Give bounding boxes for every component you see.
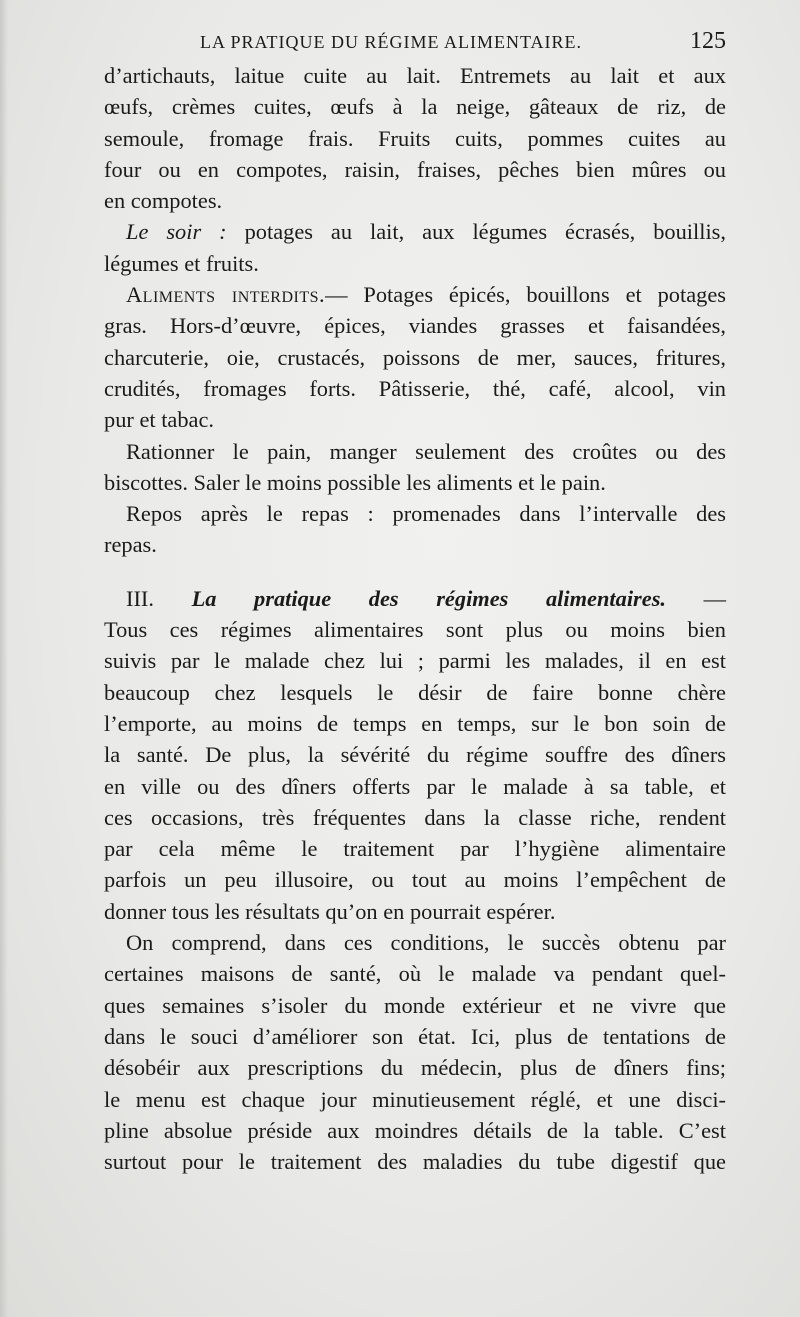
running-title: LA PRATIQUE DU RÉGIME ALIMENTAIRE. <box>200 32 583 52</box>
body-text <box>104 60 726 1177</box>
text-line: donner tous les résultats qu’on en pourrait espérer. <box>104 898 556 924</box>
text-line: désobéir aux prescriptions du médecin, plus de dîners fins; <box>104 1055 726 1081</box>
page-header <box>104 30 726 62</box>
text-line <box>104 279 726 310</box>
page-number: 125 <box>690 28 726 54</box>
text-line: l’emporte, au moins de temps en temps, sur le bon soin de <box>104 710 726 736</box>
section-dash: — <box>703 585 726 611</box>
text-line: œufs, crèmes cuites, œufs à la neige, gâteaux de riz, de <box>104 94 726 120</box>
text-line: ces occasions, très fréquentes dans la classe riche, rendent <box>104 804 726 830</box>
text-line: crudités, fromages forts. Pâtisserie, thé, café, alcool, vin <box>104 375 726 401</box>
text-line: charcuterie, oie, crustacés, poissons de mer, sauces, fritures, <box>104 344 726 370</box>
text-line: beaucoup chez lesquels le désir de faire bonne chère <box>104 679 726 705</box>
text-line: parfois un peu illusoire, ou tout au moins l’empêchent de <box>104 867 726 893</box>
section-heading <box>104 583 726 614</box>
section-title: La pratique des régimes alimentaires. <box>191 585 666 611</box>
text-line: en compotes. <box>104 188 223 214</box>
text-line: Rationner le pain, manger seulement des croûtes ou des <box>126 438 726 464</box>
text-line: ques semaines s’isoler du monde extérieur et ne vivre que <box>104 992 726 1018</box>
text-line: en ville ou des dîners offerts par le malade à sa table, et <box>104 773 726 799</box>
forbidden-foods-label: Aliments interdits. <box>126 282 326 308</box>
text-line: pur et tabac. <box>104 407 215 433</box>
text-line: certaines maisons de santé, où le malade va pendant quel- <box>104 961 726 987</box>
text-line: suivis par le malade chez lui ; parmi les malades, il en est <box>104 648 726 674</box>
line-rest: — Potages épicés, bouillons et potages <box>325 282 727 308</box>
text-line: repas. <box>104 532 157 558</box>
text-line: légumes et fruits. <box>104 250 259 276</box>
text-line: semoule, fromage frais. Fruits cuits, pommes cuites au <box>104 125 726 151</box>
evening-label: Le soir : <box>126 219 227 245</box>
text-line: four ou en compotes, raisin, fraises, pêches bien mûres ou <box>104 156 726 182</box>
page-spine-shadow <box>0 0 8 1317</box>
text-line: dans le souci d’améliorer son état. Ici, plus de tentations de <box>104 1023 726 1049</box>
text-line: d’artichauts, laitue cuite au lait. Entremets au lait et aux <box>104 63 726 88</box>
text-line <box>104 216 726 247</box>
text-line: la santé. De plus, la sévérité du régime souffre des dîners <box>104 742 726 768</box>
text-line: pline absolue préside aux moindres détails de la table. C’est <box>104 1117 726 1143</box>
text-line: par cela même le traitement par l’hygiène alimentaire <box>104 836 726 862</box>
section-gap <box>104 561 726 583</box>
text-line: Repos après le repas : promenades dans l’intervalle des <box>126 501 726 527</box>
text-line: Tous ces régimes alimentaires sont plus ou moins bien <box>104 617 726 643</box>
text-line: On comprend, dans ces conditions, le succès obtenu par <box>126 930 726 956</box>
line-rest: potages au lait, aux légumes écrasés, bouillis, <box>244 219 726 245</box>
text-line: gras. Hors-d’œuvre, épices, viandes grasses et faisandées, <box>104 313 726 339</box>
section-number: III. <box>126 585 154 611</box>
text-line: surtout pour le traitement des maladies du tube digestif que <box>104 1149 726 1175</box>
text-line: le menu est chaque jour minutieusement réglé, et une disci- <box>104 1086 726 1112</box>
text-line: biscottes. Saler le moins possible les aliments et le pain. <box>104 469 606 495</box>
